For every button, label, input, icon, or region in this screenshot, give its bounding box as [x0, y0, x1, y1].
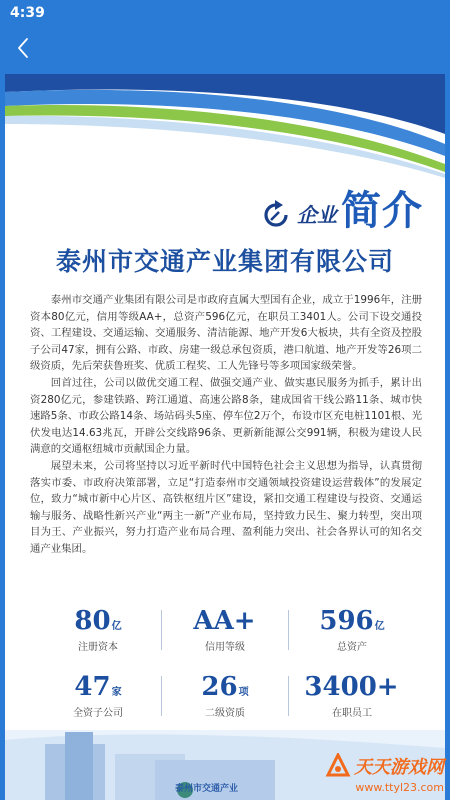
nav-bar — [0, 26, 450, 70]
stat-value: 47 — [74, 672, 111, 702]
stat-label: 全资子公司 — [73, 708, 123, 719]
stat-unit: 亿 — [111, 621, 122, 632]
stat-credit-rating — [162, 606, 288, 653]
stat-label: 信用等级 — [205, 642, 245, 653]
status-bar — [0, 0, 450, 26]
stat-label: 注册资本 — [78, 642, 118, 653]
refresh-arrow-icon — [261, 200, 291, 230]
watermark-url: www.ttyl23.com — [355, 781, 444, 794]
stat-label: 在职员工 — [332, 708, 372, 719]
section-heading — [261, 176, 423, 236]
stat-total-assets — [289, 606, 415, 653]
stat-divider — [288, 676, 289, 716]
stat-unit: 亿 — [374, 621, 385, 632]
site-watermark — [324, 753, 444, 794]
heading-small: 企业 — [297, 203, 337, 227]
top-wave-decoration — [5, 74, 445, 184]
stat-subsidiaries — [35, 672, 161, 719]
stats-row — [35, 672, 415, 719]
building-sign: 泰州市交通产业 — [175, 784, 239, 794]
heading-big: 简介 — [341, 187, 423, 234]
stat-label: 二级资质 — [205, 708, 245, 719]
stat-value: 3400+ — [304, 672, 399, 702]
paragraph: 泰州市交通产业集团有限公司是市政府直属大型国有企业，成立于1996年，注册资本80亿元，信用等级AA+，总资产596亿元，在职员工3401人。公司下设交通投资、工程建设、交通运输、交通服务、清洁能源、地产开发6大板块，共有全资及控股子公司47家，拥有公路、市政、房建一级总承包资质，港口航道、地产开发等26项二级资质，先后荣获鲁班奖、优质工程奖、工人先锋号等多项国家级荣誉。 — [30, 294, 422, 373]
intro-page — [5, 74, 445, 800]
company-name: 泰州市交通产业集团有限公司 — [55, 247, 394, 276]
stats-row — [35, 606, 415, 653]
status-time: 4:39 — [10, 5, 45, 21]
paragraph: 展望未来，公司将坚持以习近平新时代中国特色社会主义思想为指导，认真贯彻落实市委、市政府决策部署，立足“打造泰州市交通领域投资建设运营载体”的发展定位，致力“城市新中心片区、高铁枢纽片区”建设，紧扣交通工程建设与投资、交通运输与服务、战略性新兴产业“两主一新”产业布局，坚持致力民生、聚力转型，突出项目为王、产业振兴，努力打造产业布局合理、盈利能力突出、社会各界认可的知名交通产业集团。 — [30, 459, 422, 555]
stat-unit: 项 — [238, 687, 249, 698]
stat-divider — [161, 610, 162, 650]
intro-text — [30, 292, 422, 558]
watermark-title: 天天游戏网 — [354, 757, 444, 778]
stat-divider — [161, 676, 162, 716]
back-button[interactable] — [10, 34, 36, 62]
stat-employees — [289, 672, 415, 719]
stat-registered-capital — [35, 606, 161, 653]
stat-divider — [288, 610, 289, 650]
stat-qualifications — [162, 672, 288, 719]
stat-label: 总资产 — [337, 642, 367, 653]
watermark-logo-icon — [324, 753, 354, 779]
stat-value: 26 — [201, 672, 238, 702]
stat-unit: 家 — [111, 687, 122, 698]
stat-value: 80 — [74, 606, 111, 636]
stat-value: 596 — [319, 606, 374, 636]
paragraph: 回首过往，公司以做优交通工程、做强交通产业、做实惠民服务为抓手，累计出资280亿元，参建铁路、跨江通道、高速公路8条，建成国省干线公路11条、城市快速路5条、市政公路14条、场站码头5座、停车位2万个，布设市区充电桩1101根、光伏发电达14.63兆瓦，开辟公交线路96条、更新新能源公交991辆，积极为建设人民满意的交通枢纽城市贡献国企力量。 — [30, 376, 422, 456]
stat-value: AA+ — [193, 606, 256, 636]
chevron-left-icon — [16, 36, 30, 60]
